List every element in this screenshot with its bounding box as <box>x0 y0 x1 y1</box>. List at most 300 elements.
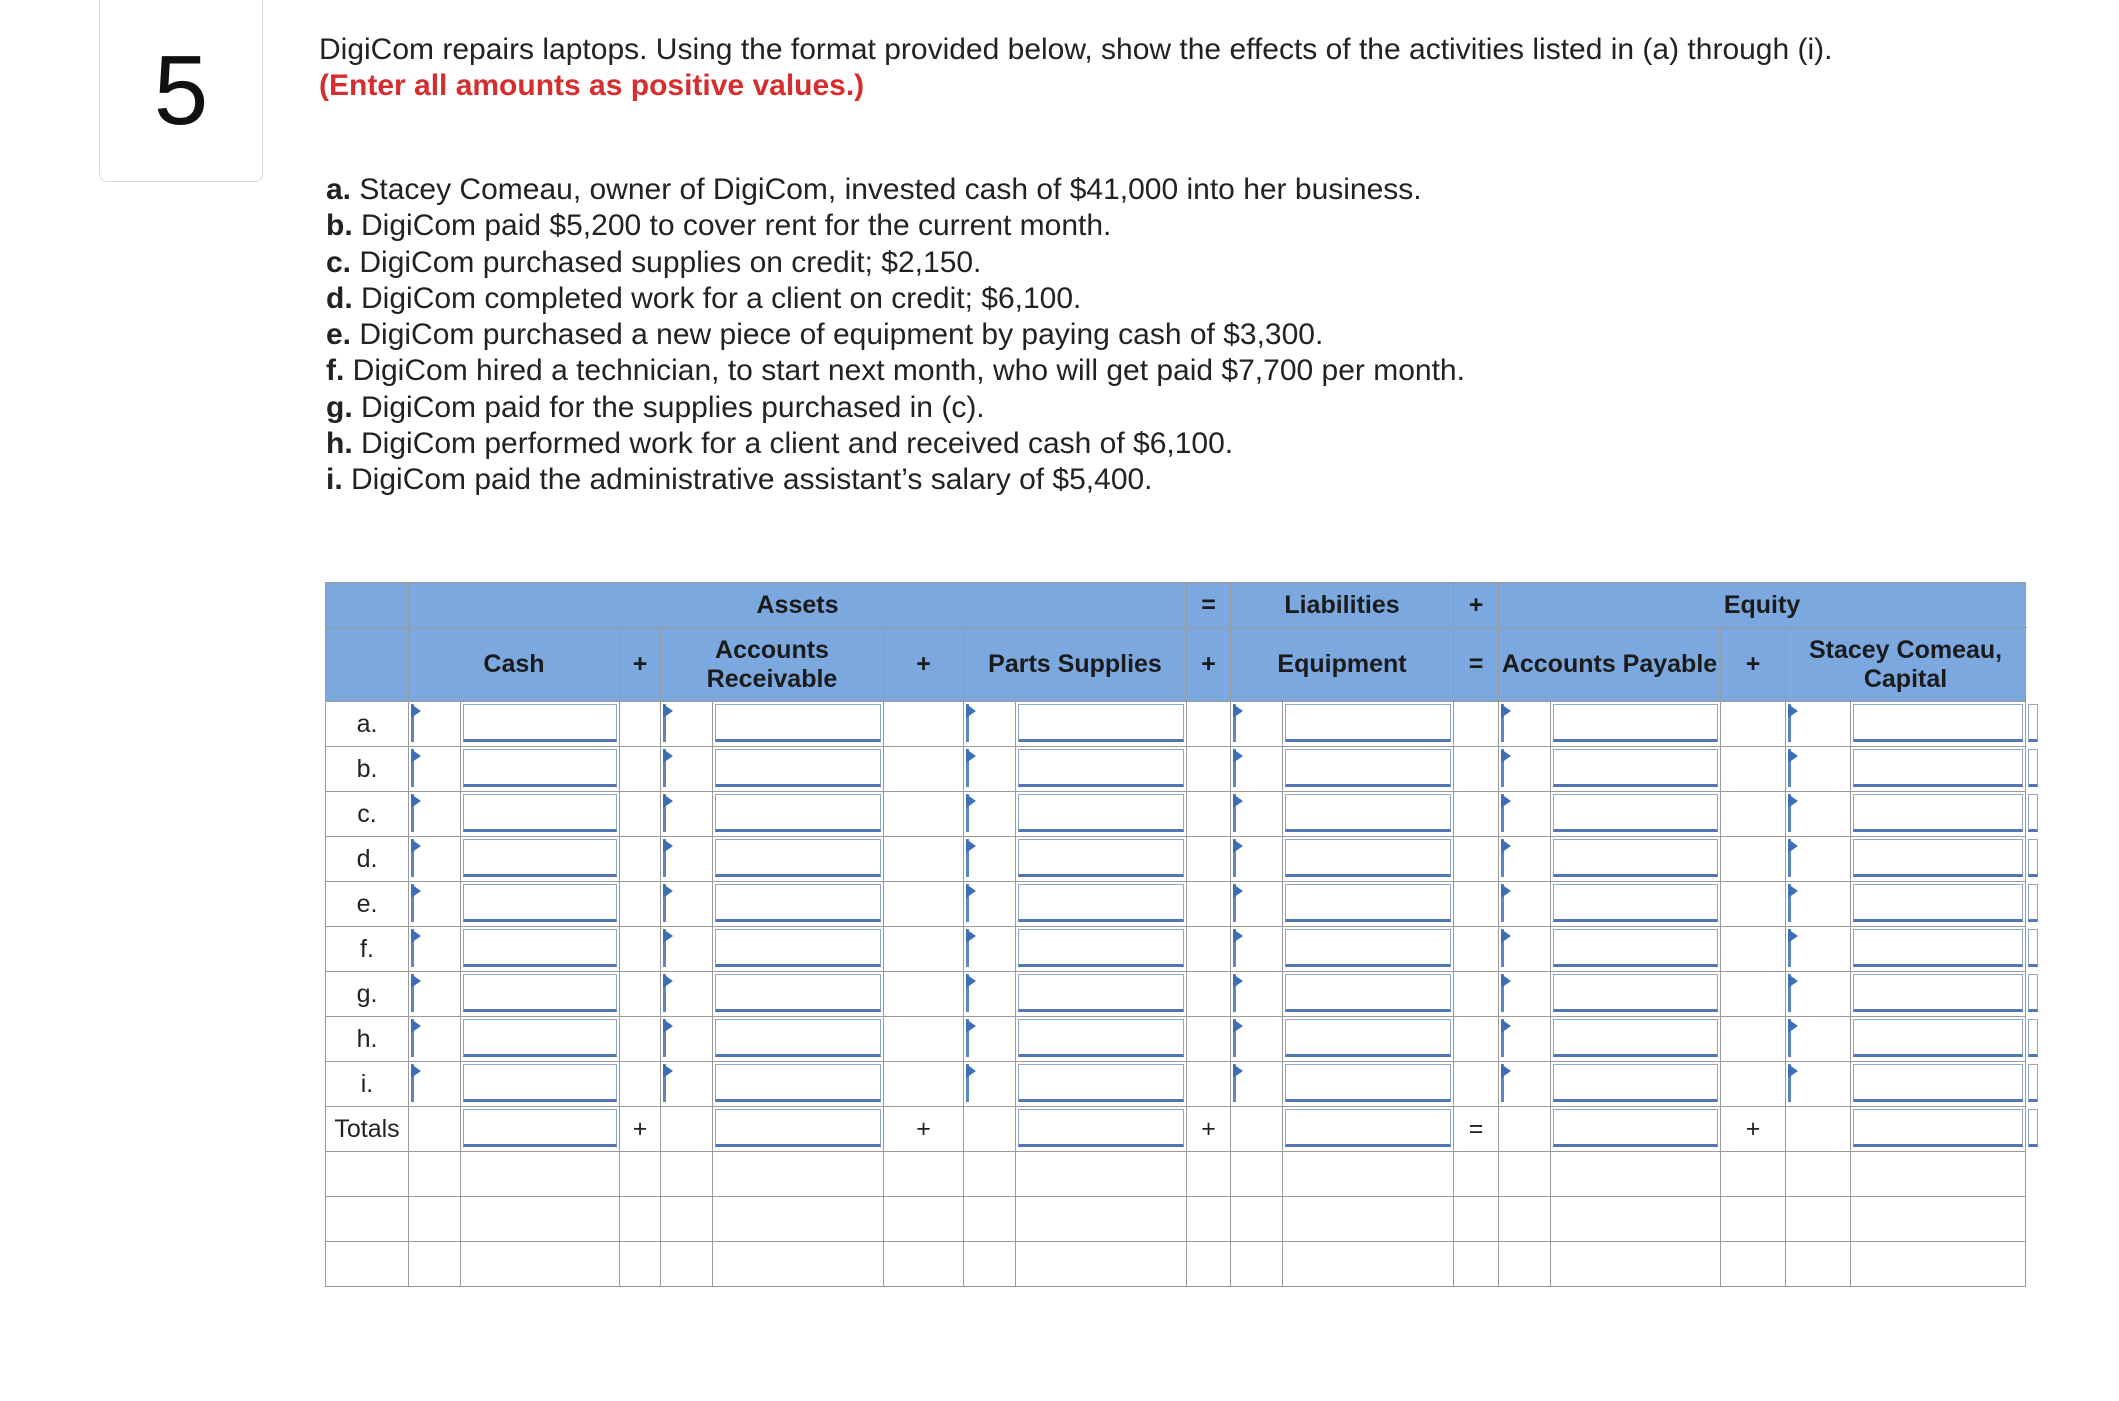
blank-cell <box>1454 1152 1499 1197</box>
col-header-equals: = <box>1454 628 1499 702</box>
blank-cell <box>884 1152 964 1197</box>
dropdown-arrow-icon[interactable] <box>1788 929 1798 943</box>
dropdown-arrow-icon[interactable] <box>1501 704 1511 718</box>
accounts-receivable-sign-select[interactable] <box>661 837 713 882</box>
operator-blank <box>1454 882 1499 927</box>
total-capital-extra2-input[interactable] <box>2028 1109 2038 1147</box>
operator-blank <box>884 927 964 972</box>
capital-amount-input[interactable] <box>1853 974 2023 1012</box>
capital-amount-cell <box>1851 792 2026 837</box>
operator-blank <box>1187 882 1231 927</box>
capital-amount-extra2-input[interactable] <box>2028 929 2038 967</box>
dropdown-arrow-icon[interactable] <box>1788 704 1798 718</box>
cash-amount-cell <box>461 972 620 1017</box>
operator-blank <box>620 1062 661 1107</box>
operator-blank <box>1721 792 1786 837</box>
accounts-receivable-amount-input[interactable] <box>715 884 881 922</box>
cash-amount-input[interactable] <box>463 884 617 922</box>
blank-row <box>326 1152 2026 1197</box>
cash-amount-input[interactable] <box>463 749 617 787</box>
accounts-payable-sign-select[interactable] <box>1499 837 1551 882</box>
capital-sign-select[interactable] <box>1786 837 1851 882</box>
operator-blank <box>884 1017 964 1062</box>
cash-amount-input[interactable] <box>463 794 617 832</box>
parts-supplies-amount-cell <box>1016 1017 1187 1062</box>
equipment-amount-input[interactable] <box>1285 929 1451 967</box>
parts-supplies-amount-input[interactable] <box>1018 704 1184 742</box>
accounts-payable-sign-select[interactable] <box>1499 1017 1551 1062</box>
operator-blank <box>884 1062 964 1107</box>
activity-list <box>326 172 2026 499</box>
table-row <box>326 702 2026 747</box>
accounts-payable-amount-input[interactable] <box>1553 704 1718 742</box>
blank-cell <box>461 1152 620 1197</box>
total-operator: + <box>620 1107 661 1152</box>
accounts-receivable-sign-select[interactable] <box>661 702 713 747</box>
dropdown-arrow-icon[interactable] <box>1233 839 1243 853</box>
activity-item <box>326 245 2026 281</box>
cash-amount-input[interactable] <box>463 929 617 967</box>
capital-amount-input[interactable] <box>1853 839 2023 877</box>
blank-cell <box>1454 1197 1499 1242</box>
parts-supplies-amount-input[interactable] <box>1018 839 1184 877</box>
blank-cell <box>1786 1197 1851 1242</box>
parts-supplies-amount-input[interactable] <box>1018 794 1184 832</box>
blank-cell <box>1499 1152 1551 1197</box>
equipment-amount-input[interactable] <box>1285 1064 1451 1102</box>
equipment-sign-select[interactable] <box>1231 1017 1283 1062</box>
activity-text: Stacey Comeau, owner of DigiCom, invested cash of $41,000 into her business. <box>359 173 1422 206</box>
blank-cell <box>1851 1152 2026 1197</box>
accounts-payable-sign-select[interactable] <box>1499 747 1551 792</box>
dropdown-arrow-icon[interactable] <box>411 1064 421 1078</box>
question-text <box>319 32 2019 104</box>
dropdown-arrow-icon[interactable] <box>1233 929 1243 943</box>
dropdown-arrow-icon[interactable] <box>966 884 976 898</box>
dropdown-arrow-icon[interactable] <box>663 704 673 718</box>
capital-amount-input[interactable] <box>1853 1064 2023 1102</box>
parts-supplies-sign-select[interactable] <box>964 792 1016 837</box>
operator-blank <box>620 882 661 927</box>
capital-amount-extra2-input[interactable] <box>2028 1019 2038 1057</box>
operator-blank <box>620 1017 661 1062</box>
blank-cell <box>326 1242 409 1287</box>
operator-blank <box>1454 702 1499 747</box>
blank-cell <box>461 1197 620 1242</box>
plus-sign: + <box>1454 583 1499 628</box>
dropdown-arrow-icon[interactable] <box>1233 749 1243 763</box>
blank-cell <box>1187 1197 1231 1242</box>
operator-blank <box>1454 1062 1499 1107</box>
operator-blank <box>1721 882 1786 927</box>
equipment-amount-input[interactable] <box>1285 974 1451 1012</box>
parts-supplies-sign-select[interactable] <box>964 927 1016 972</box>
cash-amount-cell <box>461 1062 620 1107</box>
table-row <box>326 1062 2026 1107</box>
cash-amount-input[interactable] <box>463 1019 617 1057</box>
accounts-receivable-sign-select[interactable] <box>661 972 713 1017</box>
dropdown-arrow-icon[interactable] <box>1501 839 1511 853</box>
equipment-amount-cell <box>1283 1062 1454 1107</box>
activity-item <box>326 426 2026 462</box>
parts-supplies-amount-input[interactable] <box>1018 974 1184 1012</box>
dropdown-arrow-icon[interactable] <box>966 1019 976 1033</box>
operator-blank <box>884 792 964 837</box>
accounts-receivable-amount-input[interactable] <box>715 749 881 787</box>
blank-cell <box>409 1197 461 1242</box>
accounts-receivable-amount-input[interactable] <box>715 794 881 832</box>
accounts-payable-sign-select[interactable] <box>1499 702 1551 747</box>
capital-amount-cell <box>1851 1017 2026 1062</box>
total-capital-input[interactable] <box>1853 1109 2023 1147</box>
accounts-payable-amount-input[interactable] <box>1553 1019 1718 1057</box>
operator-blank <box>884 702 964 747</box>
intro-text: DigiCom repairs laptops. Using the format provided below, show the effects of the activities listed in (a) through (i). <box>319 33 1833 66</box>
blank-cell <box>1016 1197 1187 1242</box>
header-blank <box>326 583 409 628</box>
blank-cell <box>1499 1242 1551 1287</box>
operator-blank <box>1454 792 1499 837</box>
capital-amount-input[interactable] <box>1853 929 2023 967</box>
totals-row <box>326 1107 2026 1152</box>
operator-blank <box>884 882 964 927</box>
capital-sign-select[interactable] <box>1786 882 1851 927</box>
capital-sign-select[interactable] <box>1786 972 1851 1017</box>
dropdown-arrow-icon[interactable] <box>966 974 976 988</box>
accounts-receivable-amount-input[interactable] <box>715 1019 881 1057</box>
accounts-payable-amount-input[interactable] <box>1553 794 1718 832</box>
blank-cell <box>661 1152 713 1197</box>
accounts-receivable-sign-select[interactable] <box>661 747 713 792</box>
dropdown-arrow-icon[interactable] <box>1233 704 1243 718</box>
blank-cell <box>1016 1242 1187 1287</box>
accounts-payable-amount-input[interactable] <box>1553 749 1718 787</box>
blank-cell <box>461 1242 620 1287</box>
assets-group-header: Assets <box>409 583 1187 628</box>
blank-cell <box>1283 1242 1454 1287</box>
cash-sign-select[interactable] <box>409 702 461 747</box>
dropdown-arrow-icon[interactable] <box>1501 1064 1511 1078</box>
accounts-payable-sign-select[interactable] <box>1499 972 1551 1017</box>
dropdown-arrow-icon[interactable] <box>966 749 976 763</box>
dropdown-arrow-icon[interactable] <box>663 929 673 943</box>
accounts-receivable-amount-input[interactable] <box>715 974 881 1012</box>
blank-cell <box>620 1242 661 1287</box>
capital-sign-select[interactable] <box>1786 927 1851 972</box>
parts-supplies-sign-select[interactable] <box>964 882 1016 927</box>
equipment-amount-cell <box>1283 927 1454 972</box>
accounts-receivable-amount-input[interactable] <box>715 1064 881 1102</box>
capital-amount-extra2-input[interactable] <box>2028 749 2038 787</box>
accounts-receivable-sign-select[interactable] <box>661 882 713 927</box>
capital-amount-input[interactable] <box>1853 794 2023 832</box>
cash-sign-select[interactable] <box>409 792 461 837</box>
row-label: i. <box>326 1062 409 1107</box>
blank-cell <box>661 1107 713 1152</box>
accounts-receivable-sign-select[interactable] <box>661 927 713 972</box>
dropdown-arrow-icon[interactable] <box>411 929 421 943</box>
parts-supplies-sign-select[interactable] <box>964 837 1016 882</box>
dropdown-arrow-icon[interactable] <box>411 884 421 898</box>
operator-blank <box>1454 837 1499 882</box>
capital-sign-select[interactable] <box>1786 1062 1851 1107</box>
cash-amount-cell <box>461 1017 620 1062</box>
accounts-payable-sign-select[interactable] <box>1499 882 1551 927</box>
dropdown-arrow-icon[interactable] <box>1788 1019 1798 1033</box>
equipment-sign-select[interactable] <box>1231 747 1283 792</box>
total-accounts-receivable-input[interactable] <box>715 1109 881 1147</box>
total-parts-supplies-input[interactable] <box>1018 1109 1184 1147</box>
total-cash-cell <box>461 1107 620 1152</box>
dropdown-arrow-icon[interactable] <box>1788 839 1798 853</box>
blank-row <box>326 1197 2026 1242</box>
dropdown-arrow-icon[interactable] <box>966 1064 976 1078</box>
total-equipment-cell <box>1283 1107 1454 1152</box>
dropdown-arrow-icon[interactable] <box>1501 1019 1511 1033</box>
dropdown-arrow-icon[interactable] <box>1501 974 1511 988</box>
total-accounts-payable-cell <box>1551 1107 1721 1152</box>
equipment-amount-cell <box>1283 972 1454 1017</box>
parts-supplies-amount-input[interactable] <box>1018 929 1184 967</box>
dropdown-arrow-icon[interactable] <box>1788 884 1798 898</box>
dropdown-arrow-icon[interactable] <box>1233 884 1243 898</box>
capital-amount-extra2-input[interactable] <box>2028 839 2038 877</box>
equipment-sign-select[interactable] <box>1231 702 1283 747</box>
cash-sign-select[interactable] <box>409 972 461 1017</box>
accounts-receivable-amount-input[interactable] <box>715 929 881 967</box>
accounts-payable-amount-input[interactable] <box>1553 884 1718 922</box>
table-row <box>326 837 2026 882</box>
blank-cell <box>713 1242 884 1287</box>
parts-supplies-sign-select[interactable] <box>964 972 1016 1017</box>
blank-cell <box>1721 1152 1786 1197</box>
capital-amount-extra2-input[interactable] <box>2028 1064 2038 1102</box>
dropdown-arrow-icon[interactable] <box>663 749 673 763</box>
accounts-payable-sign-select[interactable] <box>1499 792 1551 837</box>
cash-amount-input[interactable] <box>463 839 617 877</box>
dropdown-arrow-icon[interactable] <box>966 704 976 718</box>
equipment-amount-cell <box>1283 702 1454 747</box>
blank-cell <box>884 1242 964 1287</box>
parts-supplies-sign-select[interactable] <box>964 747 1016 792</box>
capital-sign-select[interactable] <box>1786 702 1851 747</box>
dropdown-arrow-icon[interactable] <box>663 974 673 988</box>
dropdown-arrow-icon[interactable] <box>966 839 976 853</box>
accounts-payable-sign-select[interactable] <box>1499 1062 1551 1107</box>
accounts-payable-amount-cell <box>1551 1062 1721 1107</box>
capital-amount-cell <box>1851 747 2026 792</box>
total-equipment-input[interactable] <box>1285 1109 1451 1147</box>
cash-sign-select[interactable] <box>409 882 461 927</box>
operator-blank <box>884 972 964 1017</box>
blank-cell <box>1283 1197 1454 1242</box>
capital-sign-select[interactable] <box>1786 1017 1851 1062</box>
row-label: c. <box>326 792 409 837</box>
cash-sign-select[interactable] <box>409 747 461 792</box>
activity-item <box>326 462 2026 498</box>
equipment-amount-input[interactable] <box>1285 794 1451 832</box>
capital-sign-select[interactable] <box>1786 747 1851 792</box>
accounts-receivable-sign-select[interactable] <box>661 1062 713 1107</box>
dropdown-arrow-icon[interactable] <box>1501 929 1511 943</box>
dropdown-arrow-icon[interactable] <box>411 1019 421 1033</box>
operator-blank <box>1187 792 1231 837</box>
table-row <box>326 792 2026 837</box>
equipment-amount-input[interactable] <box>1285 704 1451 742</box>
capital-amount-input[interactable] <box>1853 704 2023 742</box>
parts-supplies-amount-input[interactable] <box>1018 749 1184 787</box>
dropdown-arrow-icon[interactable] <box>1788 1064 1798 1078</box>
parts-supplies-amount-input[interactable] <box>1018 1064 1184 1102</box>
operator-blank <box>1721 702 1786 747</box>
capital-amount-extra2-input[interactable] <box>2028 704 2038 742</box>
dropdown-arrow-icon[interactable] <box>966 929 976 943</box>
equipment-sign-select[interactable] <box>1231 882 1283 927</box>
equipment-sign-select[interactable] <box>1231 837 1283 882</box>
operator-blank <box>620 837 661 882</box>
accounts-payable-amount-input[interactable] <box>1553 974 1718 1012</box>
dropdown-arrow-icon[interactable] <box>663 1019 673 1033</box>
cash-sign-select[interactable] <box>409 1017 461 1062</box>
blank-cell <box>964 1242 1016 1287</box>
dropdown-arrow-icon[interactable] <box>663 794 673 808</box>
activity-letter: i. <box>326 463 343 497</box>
accounts-receivable-sign-select[interactable] <box>661 792 713 837</box>
dropdown-arrow-icon[interactable] <box>1233 794 1243 808</box>
cash-sign-select[interactable] <box>409 837 461 882</box>
equipment-amount-input[interactable] <box>1285 884 1451 922</box>
capital-amount-cell <box>1851 1062 2026 1107</box>
capital-amount-extra2-input[interactable] <box>2028 794 2038 832</box>
activity-text: DigiCom purchased a new piece of equipment by paying cash of $3,300. <box>359 318 1324 352</box>
accounts-payable-amount-input[interactable] <box>1553 1064 1718 1102</box>
capital-amount-input[interactable] <box>1853 749 2023 787</box>
dropdown-arrow-icon[interactable] <box>966 794 976 808</box>
dropdown-arrow-icon[interactable] <box>1501 884 1511 898</box>
dropdown-arrow-icon[interactable] <box>663 1064 673 1078</box>
operator-blank <box>1454 927 1499 972</box>
cash-sign-select[interactable] <box>409 1062 461 1107</box>
equipment-sign-select[interactable] <box>1231 792 1283 837</box>
equipment-amount-input[interactable] <box>1285 749 1451 787</box>
activity-item <box>326 390 2026 426</box>
equipment-amount-input[interactable] <box>1285 1019 1451 1057</box>
blank-cell <box>1231 1152 1283 1197</box>
dropdown-arrow-icon[interactable] <box>1788 794 1798 808</box>
dropdown-arrow-icon[interactable] <box>1788 749 1798 763</box>
accounts-receivable-amount-cell <box>713 882 884 927</box>
dropdown-arrow-icon[interactable] <box>1788 974 1798 988</box>
accounts-payable-amount-cell <box>1551 702 1721 747</box>
blank-cell <box>964 1197 1016 1242</box>
total-cash-input[interactable] <box>463 1109 617 1147</box>
accounts-receivable-amount-input[interactable] <box>715 839 881 877</box>
equipment-amount-cell <box>1283 882 1454 927</box>
dropdown-arrow-icon[interactable] <box>1501 749 1511 763</box>
capital-amount-cell <box>1851 972 2026 1017</box>
accounts-payable-amount-input[interactable] <box>1553 929 1718 967</box>
blank-cell <box>713 1197 884 1242</box>
equipment-amount-input[interactable] <box>1285 839 1451 877</box>
dropdown-arrow-icon[interactable] <box>411 794 421 808</box>
operator-blank <box>620 972 661 1017</box>
accounts-receivable-sign-select[interactable] <box>661 1017 713 1062</box>
cash-sign-select[interactable] <box>409 927 461 972</box>
dropdown-arrow-icon[interactable] <box>1233 1064 1243 1078</box>
cash-amount-input[interactable] <box>463 1064 617 1102</box>
parts-supplies-sign-select[interactable] <box>964 702 1016 747</box>
equipment-amount-cell <box>1283 1017 1454 1062</box>
activity-text: DigiCom paid the administrative assistant’s salary of $5,400. <box>351 463 1153 497</box>
equipment-sign-select[interactable] <box>1231 1062 1283 1107</box>
capital-amount-cell <box>1851 882 2026 927</box>
dropdown-arrow-icon[interactable] <box>1501 794 1511 808</box>
equipment-amount-cell <box>1283 792 1454 837</box>
equipment-sign-select[interactable] <box>1231 927 1283 972</box>
activity-item <box>326 353 2026 389</box>
operator-blank <box>1721 927 1786 972</box>
blank-cell <box>884 1197 964 1242</box>
operator-blank <box>1454 747 1499 792</box>
blank-cell <box>1721 1242 1786 1287</box>
capital-amount-extra2-input[interactable] <box>2028 884 2038 922</box>
accounts-receivable-amount-cell <box>713 702 884 747</box>
capital-amount-input[interactable] <box>1853 884 2023 922</box>
col-header-plus: + <box>620 628 661 702</box>
total-operator: + <box>1721 1107 1786 1152</box>
cash-amount-input[interactable] <box>463 974 617 1012</box>
dropdown-arrow-icon[interactable] <box>1233 1019 1243 1033</box>
dropdown-arrow-icon[interactable] <box>411 749 421 763</box>
dropdown-arrow-icon[interactable] <box>1233 974 1243 988</box>
accounts-receivable-amount-input[interactable] <box>715 704 881 742</box>
blank-cell <box>1283 1152 1454 1197</box>
capital-amount-input[interactable] <box>1853 1019 2023 1057</box>
blank-cell <box>1016 1152 1187 1197</box>
parts-supplies-sign-select[interactable] <box>964 1017 1016 1062</box>
accounts-payable-amount-input[interactable] <box>1553 839 1718 877</box>
accounts-payable-sign-select[interactable] <box>1499 927 1551 972</box>
blank-cell <box>1721 1197 1786 1242</box>
parts-supplies-amount-input[interactable] <box>1018 884 1184 922</box>
parts-supplies-amount-input[interactable] <box>1018 1019 1184 1057</box>
dropdown-arrow-icon[interactable] <box>411 974 421 988</box>
parts-supplies-amount-cell <box>1016 882 1187 927</box>
operator-blank <box>1721 747 1786 792</box>
dropdown-arrow-icon[interactable] <box>663 884 673 898</box>
dropdown-arrow-icon[interactable] <box>663 839 673 853</box>
total-accounts-payable-input[interactable] <box>1553 1109 1718 1147</box>
operator-blank <box>620 927 661 972</box>
accounts-receivable-amount-cell <box>713 837 884 882</box>
operator-blank <box>1187 702 1231 747</box>
col-header-cash: Cash <box>409 628 620 702</box>
blank-cell <box>661 1197 713 1242</box>
dropdown-arrow-icon[interactable] <box>411 704 421 718</box>
accounts-receivable-amount-cell <box>713 747 884 792</box>
blank-cell <box>1786 1152 1851 1197</box>
capital-amount-extra2-input[interactable] <box>2028 974 2038 1012</box>
parts-supplies-sign-select[interactable] <box>964 1062 1016 1107</box>
cash-amount-cell <box>461 792 620 837</box>
capital-sign-select[interactable] <box>1786 792 1851 837</box>
operator-blank <box>620 747 661 792</box>
cash-amount-input[interactable] <box>463 704 617 742</box>
total-capital-cell <box>1851 1107 2026 1152</box>
col-header-plus: + <box>1721 628 1786 702</box>
equipment-sign-select[interactable] <box>1231 972 1283 1017</box>
dropdown-arrow-icon[interactable] <box>411 839 421 853</box>
